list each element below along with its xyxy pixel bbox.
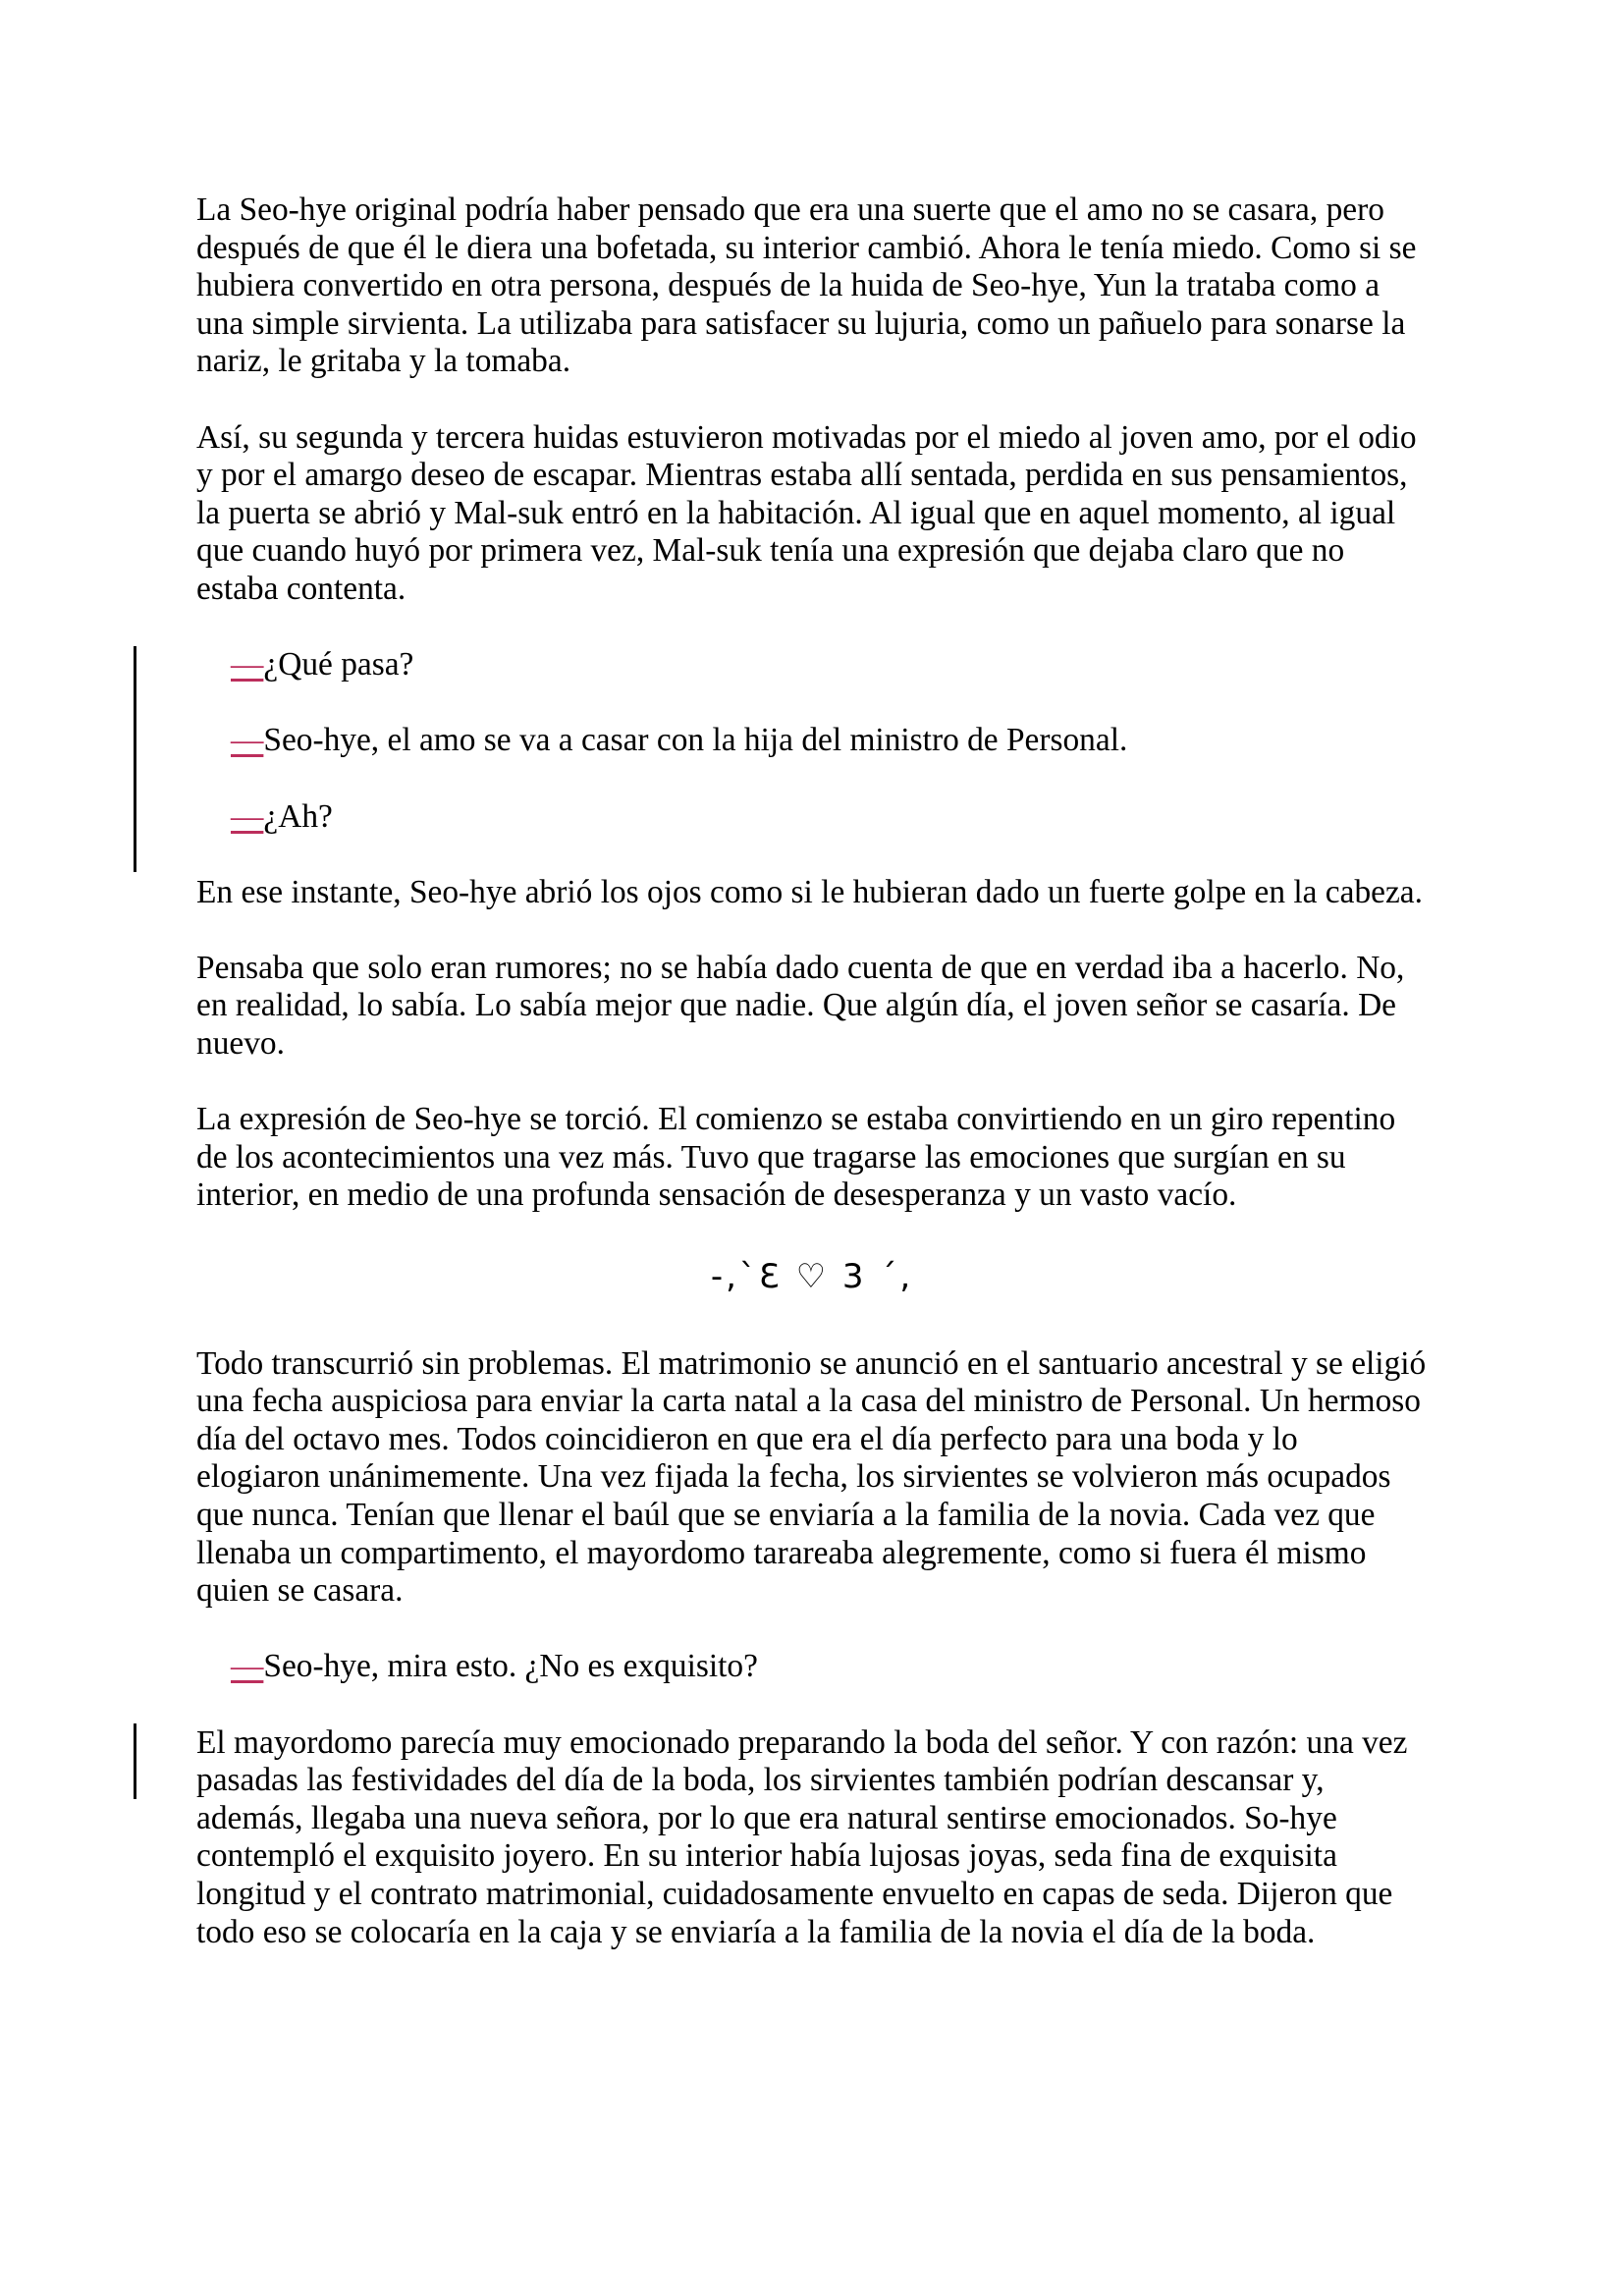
section-divider: -,`Ɛ ♡ 3 ´, bbox=[710, 1256, 914, 1296]
change-bar bbox=[134, 1723, 136, 1799]
paragraph: La expresión de Seo-hye se torció. El comienzo se estaba convirtiendo en un giro repentino de los acontecimientos una vez más. Tuvo que tragarse las emociones que surgían en su interior, en medio de una profunda sensación de desesperanza y un vasto vacío. bbox=[196, 1101, 1396, 1214]
paragraph: Pensaba que solo eran rumores; no se había dado cuenta de que en verdad iba a hacerlo. No, en realidad, lo sabía. Lo sabía mejor que nadie. Que algún día, el joven señor se casaría. De nuevo. bbox=[196, 949, 1405, 1063]
dialogue-line bbox=[196, 646, 1428, 684]
inserted-dash: — bbox=[231, 1648, 264, 1685]
inserted-dash: — bbox=[231, 722, 264, 759]
paragraph: El mayordomo parecía muy emocionado preparando la boda del señor. Y con razón: una vez pasadas las festividades del día de la boda, los sirvientes también podrían descansar y, además, llegaba una nueva señora, por lo que era natural sentirse emocionados. So-hye contempló el exquisito joyero. En su interior había lujosas joyas, seda fina de exquisita longitud y el contrato matrimonial, cuidadosamente envuelto en capas de seda. Dijeron que todo eso se colocaría en la caja y se enviaría a la familia de la novia el día de la boda. bbox=[196, 1723, 1408, 1950]
inserted-dash: — bbox=[231, 797, 264, 835]
paragraph: En ese instante, Seo-hye abrió los ojos como si le hubieran dado un fuerte golpe en la cabeza. bbox=[196, 873, 1423, 910]
change-bar bbox=[134, 646, 136, 872]
inserted-dash: — bbox=[231, 646, 264, 683]
page-content bbox=[196, 191, 1428, 1990]
dialogue-text: ¿Qué pasa? bbox=[263, 646, 414, 683]
dialogue-text: Seo-hye, el amo se va a casar con la hija del ministro de Personal. bbox=[263, 722, 1128, 759]
dialogue-text: Seo-hye, mira esto. ¿No es exquisito? bbox=[263, 1648, 758, 1685]
paragraph: La Seo-hye original podría haber pensado que era una suerte que el amo no se casara, pero después de que él le diera una bofetada, su interior cambió. Ahora le tenía miedo. Como si se hubiera convertido en otra persona, después de la huida de Seo-hye, Yun la trataba como a una simple sirvienta. La utilizaba para satisfacer su lujuria, como un pañuelo para sonarse la nariz, le gritaba y la tomaba. bbox=[196, 191, 1417, 380]
paragraph: Así, su segunda y tercera huidas estuvieron motivadas por el miedo al joven amo, por el odio y por el amargo deseo de escapar. Mientras estaba allí sentada, perdida en sus pensamientos, la puerta se abrió y Mal-suk entró en la habitación. Al igual que en aquel momento, al igual que cuando huyó por primera vez, Mal-suk tenía una expresión que dejaba claro que no estaba contenta. bbox=[196, 418, 1417, 607]
dialogue-line bbox=[196, 722, 1428, 760]
dialogue-line bbox=[196, 1648, 1428, 1686]
dialogue-line bbox=[196, 798, 1428, 837]
dialogue-text: ¿Ah? bbox=[263, 797, 333, 835]
paragraph: Todo transcurrió sin problemas. El matrimonio se anunció en el santuario ancestral y se eligió una fecha auspiciosa para enviar la carta natal a la casa del ministro de Personal. Un hermoso día del octavo mes. Todos coincidieron en que era el día perfecto para una boda y lo elogiaron unánimemente. Una vez fijada la fecha, los sirvientes se volvieron más ocupados que nunca. Tenían que llenar el baúl que se enviaría a la familia de la novia. Cada vez que llenaba un compartimento, el mayordomo tarareaba alegremente, como si fuera él mismo quien se casara. bbox=[196, 1344, 1427, 1610]
